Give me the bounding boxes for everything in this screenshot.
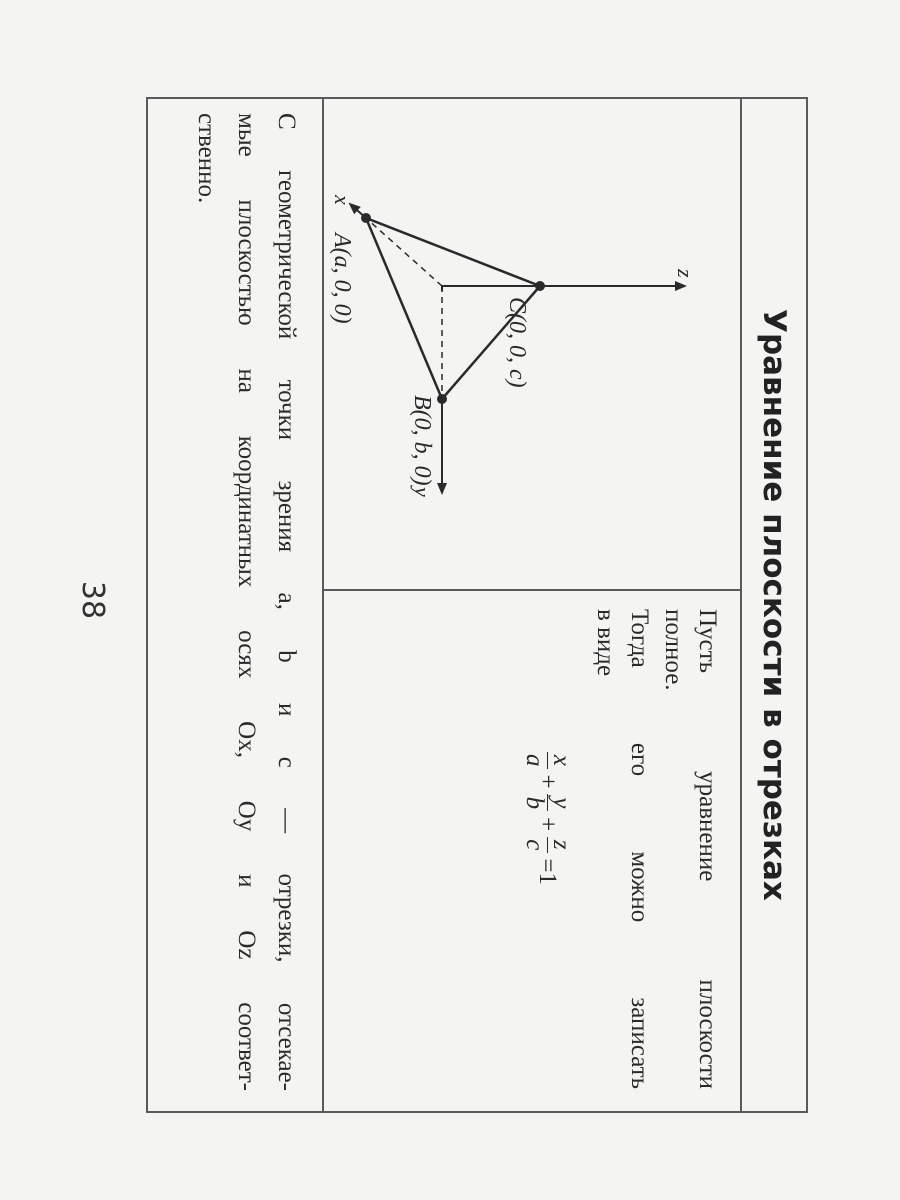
hidden-edge-oa — [366, 218, 442, 286]
fraction-x-a: x a — [521, 751, 574, 770]
point-a-dot — [361, 213, 371, 223]
geometric-meaning-text — [186, 113, 306, 1091]
point-c-label: C(0, 0, c) — [504, 297, 530, 388]
text-line: мые плоскостью на координатных осях Ox, Oy и Oz соответ- — [233, 113, 260, 1091]
text-line: Тогда его можно записать — [626, 609, 653, 1089]
text-line: в виде — [592, 609, 619, 677]
content-table — [146, 97, 808, 1113]
page-number: 38 — [75, 580, 110, 620]
edge-ba — [366, 218, 442, 399]
text-line: Пусть уравнение плоскости — [694, 609, 721, 1089]
y-axis-label: y — [410, 487, 435, 497]
fraction-y-b: y b — [521, 794, 574, 813]
point-b-label: B(0, b, 0) — [409, 395, 435, 486]
column-divider — [324, 589, 742, 591]
text-line: ственно. — [193, 113, 220, 204]
text-line: полное. — [660, 609, 687, 691]
point-a-label: A(a, 0, 0) — [329, 233, 355, 324]
equals-one: =1 — [534, 858, 562, 885]
text-line: С геометрической точки зрения a, b и c — отрезки, отсекае- — [273, 113, 300, 1091]
edge-ca — [366, 218, 540, 286]
intercept-formula — [521, 749, 574, 888]
explanation-text — [588, 609, 724, 1089]
tetrahedron-diagram — [324, 99, 740, 589]
section-title: Уравнение плоскости в отрезках — [756, 309, 792, 901]
point-c-dot — [535, 281, 545, 291]
plus-sign: + — [534, 817, 562, 832]
plus-sign: + — [534, 774, 562, 789]
title-divider — [740, 99, 742, 1111]
fraction-z-c: z c — [521, 836, 574, 853]
z-axis-label: z — [673, 269, 698, 278]
x-axis-label: x — [330, 195, 355, 205]
point-b-dot — [437, 394, 447, 404]
